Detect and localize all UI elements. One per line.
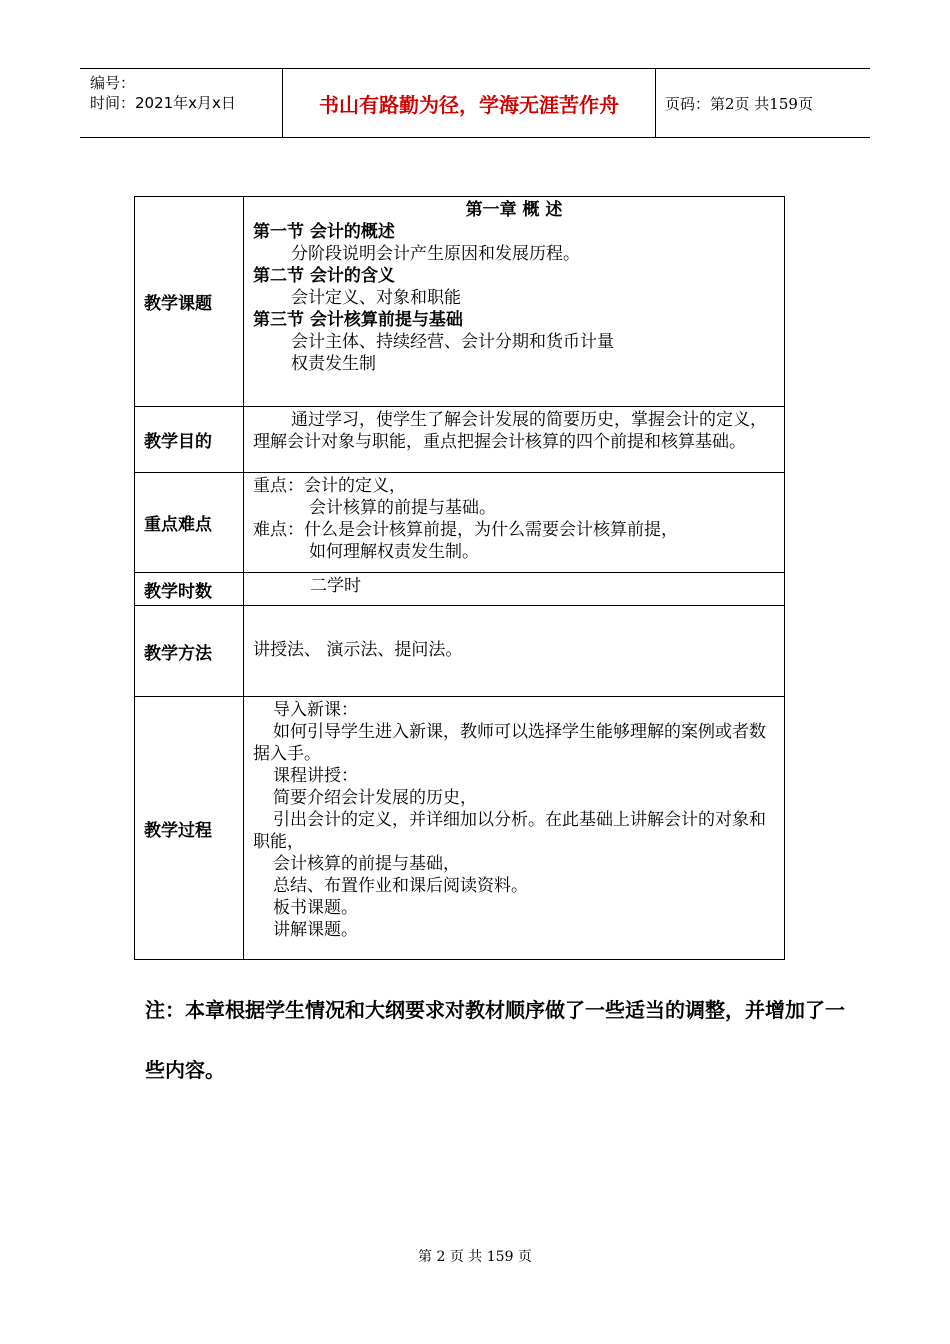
- section-1-line: 分阶段说明会计产生原因和发展历程。: [291, 244, 580, 264]
- hours-text: 二学时: [244, 573, 785, 606]
- table-row-topic: [135, 197, 785, 407]
- process-content: [244, 697, 785, 960]
- section-2-line: 会计定义、对象和职能: [291, 288, 461, 308]
- table-row-key-points: [135, 473, 785, 573]
- process-line: 导入新课：: [273, 700, 358, 720]
- section-3-title: 第三节 会计核算前提与基础: [253, 310, 463, 330]
- section-1-title: 第一节 会计的概述: [253, 222, 395, 242]
- process-line: 会计核算的前提与基础，: [273, 854, 460, 874]
- key-point-line: 会计核算的前提与基础。: [309, 498, 496, 518]
- process-line: 总结、布置作业和课后阅读资料。: [273, 876, 528, 896]
- process-line: 板书课题。: [273, 898, 358, 918]
- process-line: 讲解课题。: [273, 920, 358, 940]
- header-date: 时间：2021年x月x日: [90, 94, 236, 112]
- objective-text: 通过学习，使学生了解会计发展的简要历史，掌握会计的定义，理解会计对象与职能，重点把握会计核算的四个前提和核算基础。: [244, 407, 785, 473]
- header-motto: 书山有路勤为径，学海无涯苦作舟: [282, 69, 656, 137]
- row-label-process: 教学过程: [135, 697, 244, 960]
- row-label-objective: 教学目的: [135, 407, 244, 473]
- row-label-methods: 教学方法: [135, 606, 244, 697]
- table-row-methods: [135, 606, 785, 697]
- row-label-hours: 教学时数: [135, 573, 244, 606]
- page-header: [80, 68, 870, 138]
- header-number-label: 编号：: [90, 74, 136, 92]
- key-point-line: 重点：会计的定义，: [253, 476, 406, 496]
- table-row-objective: [135, 407, 785, 473]
- process-line: 如何引导学生进入新课，教师可以选择学生能够理解的案例或者数据入手。: [253, 722, 766, 764]
- table-row-hours: [135, 573, 785, 606]
- page-footer: 第 2 页 共 159 页: [418, 1249, 532, 1265]
- process-line: 引出会计的定义，并详细加以分析。在此基础上讲解会计的对象和职能，: [253, 810, 766, 852]
- row-label-key-points: 重点难点: [135, 473, 244, 573]
- key-point-line: 如何理解权责发生制。: [309, 542, 479, 562]
- chapter-note: 注：本章根据学生情况和大纲要求对教材顺序做了一些适当的调整，并增加了一些内容。: [145, 998, 845, 1082]
- key-point-line: 难点：什么是会计核算前提，为什么需要会计核算前提，: [253, 520, 678, 540]
- lesson-plan-table: [134, 196, 785, 960]
- section-3-line: 权责发生制: [291, 354, 376, 374]
- section-2-title: 第二节 会计的含义: [253, 266, 395, 286]
- process-line: 课程讲授：: [273, 766, 358, 786]
- table-row-process: [135, 697, 785, 960]
- section-3-line: 会计主体、持续经营、会计分期和货币计量: [291, 332, 614, 352]
- methods-text: 讲授法、 演示法、提问法。: [244, 606, 785, 697]
- header-meta: [80, 69, 282, 137]
- row-label-topic: 教学课题: [135, 197, 244, 407]
- key-points-content: [244, 473, 785, 573]
- topic-content: [244, 197, 785, 407]
- chapter-title: 第一章 概 述: [465, 200, 563, 220]
- process-line: 简要介绍会计发展的历史，: [273, 788, 477, 808]
- header-page-info: 页码：第2页 共159页: [665, 94, 813, 113]
